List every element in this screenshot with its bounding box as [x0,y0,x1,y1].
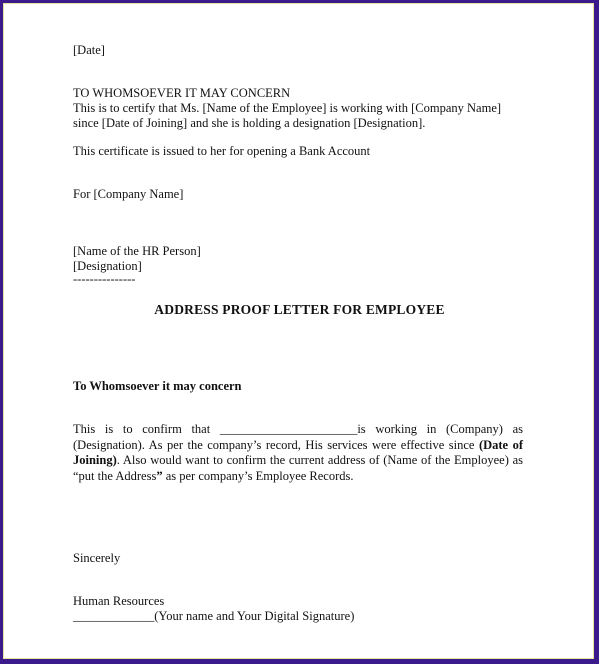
letter1-purpose: This certificate is issued to her for opening a Bank Account [73,144,371,158]
letter2-body-line3-text: . Also would want to confirm the current address of (Name of the Employee) as [116,453,523,467]
letter1-date: [Date] [73,43,105,57]
letter2-joining-label: Joining) [73,453,117,467]
letter1-for-company: For [Company Name] [73,187,184,201]
letter2-body-line4-text: as per company’s Employee Records. [162,468,354,483]
letter2-signature-line: _____________(Your name and Your Digital Signature) [73,609,355,623]
letter2-signer-dept: Human Resources [73,594,165,608]
letter1-hr-name: [Name of the HR Person] [73,244,201,258]
page-frame [3,3,594,659]
letter2-date-of-label: (Date of [478,437,524,452]
letter2-body-line4 [73,469,523,485]
letter2-put-address: “put the Address [73,468,157,483]
letter1-body-line2: since [Date of Joining] and she is holding a designation [Designation]. [73,116,426,130]
letter2-body-line3 [73,453,523,469]
letter2-closing: Sincerely [73,551,121,565]
letter2-title: ADDRESS PROOF LETTER FOR EMPLOYEE [154,302,445,317]
letter1-separator: --------------- [73,272,136,286]
letter2-body [73,422,523,484]
letter1-body-line1: This is to certify that Ms. [Name of the Employee] is working with [Company Name] [73,101,502,115]
letter1-salutation: TO WHOMSOEVER IT MAY CONCERN [73,86,291,100]
letter1-hr-designation: [Designation] [73,259,142,273]
letter2-body-line2 [73,438,523,454]
letter2-body-line1: This is to confirm that ______________________is working in (Company) as [73,422,523,436]
document-page [4,4,595,660]
letter2-body-line2-text: (Designation). As per the company’s record, His services were effective since [73,437,475,452]
letter2-close-quote: ” [156,468,163,483]
letter2-salutation: To Whomsoever it may concern [73,379,242,393]
